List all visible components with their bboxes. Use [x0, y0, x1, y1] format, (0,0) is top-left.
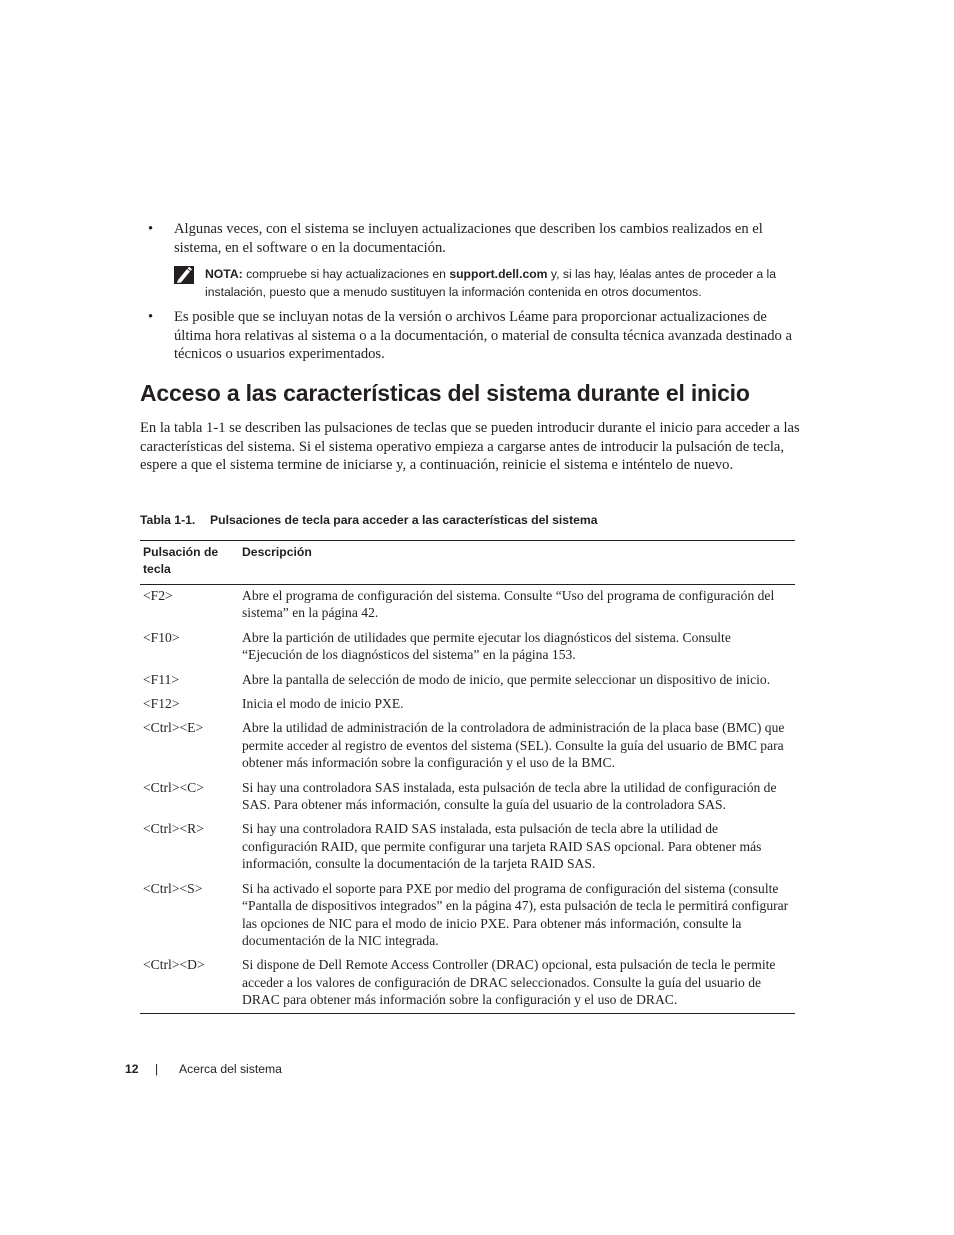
- support-link[interactable]: support.dell.com: [449, 267, 548, 281]
- column-header-key: Pulsación de tecla: [140, 541, 239, 585]
- intro-paragraph: En la tabla 1-1 se describen las pulsaciones de teclas que se pueden introducir durante el inicio para acceder a las características del sistema. Si el sistema operativo empieza a cargarse antes de introducir la pulsación de tecla, espere a que el sistema termine de iniciarse y, a continuación, reinicie el sistema e inténtelo de nuevo.: [140, 420, 800, 473]
- description-cell: Si dispone de Dell Remote Access Controller (DRAC) opcional, esta pulsación de tecla le permite acceder a los valores de configuración de DRAC seleccionados. Consulte la guía del usuario de DRAC para obtener más información sobre la configuración y el uso de DRAC.: [239, 956, 795, 1013]
- table-row: [140, 719, 795, 778]
- key-cell: <Ctrl><C>: [143, 779, 204, 795]
- description-cell: Si hay una controladora SAS instalada, esta pulsación de tecla abre la utilidad de configuración de SAS. Para obtener más información, consulte la guía del usuario de la controladora SAS.: [242, 779, 777, 813]
- bullet-item-release-notes: [140, 308, 800, 364]
- column-header-description: Descripción: [239, 541, 795, 585]
- note-text-after: y, si las hay, léalas antes de proceder a la instalación, puesto que a menudo sustituyen la información contenida en otros documentos.: [205, 267, 777, 299]
- chapter-title: Acerca del sistema: [179, 1062, 282, 1076]
- table-row: [140, 671, 795, 695]
- table-row: [140, 880, 795, 957]
- key-cell: <Ctrl><S>: [143, 880, 203, 896]
- description-cell: Abre el programa de configuración del sistema. Consulte “Uso del programa de configuración del sistema” en la página 42.: [242, 588, 775, 621]
- section-heading: Acceso a las características del sistema durante el inicio: [140, 380, 750, 406]
- description-cell: Si hay una controladora RAID SAS instalada, esta pulsación de tecla abre la utilidad de configuración RAID, que permite configurar una tarjeta RAID SAS opcional. Para obtener más información, consulte la documentación de la tarjeta RAID SAS.: [242, 821, 762, 872]
- key-cell: <F10>: [143, 629, 180, 645]
- table-row: [140, 629, 795, 671]
- bullet-text: Es posible que se incluyan notas de la versión o archivos Léame para proporcionar actualizaciones de última hora relativas al sistema o a la documentación, o material de consulta técnica avanzada destinado a técnicos o usuarios experimentados.: [174, 309, 792, 362]
- description-cell: Inicia el modo de inicio PXE.: [242, 696, 404, 712]
- page-footer: [125, 1062, 282, 1076]
- table-title: Pulsaciones de tecla para acceder a las características del sistema: [210, 513, 598, 527]
- note-label: NOTA:: [205, 267, 243, 281]
- note-block: [174, 265, 794, 301]
- key-cell: <Ctrl><E>: [143, 720, 204, 736]
- keystrokes-table: [140, 540, 795, 1014]
- table-row: [140, 695, 795, 719]
- pencil-note-icon: [174, 266, 194, 284]
- table-number: Tabla 1-1.: [140, 513, 196, 527]
- description-cell: Abre la pantalla de selección de modo de inicio, que permite seleccionar un dispositivo de inicio.: [242, 671, 771, 687]
- key-cell: <F11>: [143, 671, 179, 687]
- bullet-text: Algunas veces, con el sistema se incluyen actualizaciones que describen los cambios realizados en el sistema, en el software o en la documentación.: [174, 221, 763, 256]
- table-caption: [140, 513, 598, 527]
- table-row: [140, 820, 795, 879]
- description-cell: Abre la utilidad de administración de la controladora de administración de la placa base (BMC) que permite acceder al registro de eventos del sistema (SEL). Consulte la guía del usuario de BMC para obtener más información sobre la configuración y el uso de la BMC.: [242, 720, 785, 771]
- page-number: 12: [125, 1062, 139, 1076]
- key-cell: <Ctrl><R>: [143, 821, 204, 837]
- footer-separator: |: [155, 1062, 159, 1076]
- key-cell: <Ctrl><D>: [140, 956, 239, 1013]
- description-cell: Si ha activado el soporte para PXE por medio del programa de configuración del sistema (consulte “Pantalla de dispositivos integrados” en la página 47), esta pulsación de tecla le permitirá configurar las opciones de NIC para el modo de inicio PXE. Para obtener más información, consulte la documentación de la NIC integrada.: [242, 880, 789, 948]
- key-cell: <F2>: [143, 588, 173, 603]
- table-header-row: [140, 541, 795, 585]
- key-cell: <F12>: [143, 696, 180, 712]
- table-row: [140, 956, 795, 1013]
- bullet-symbol: •: [148, 221, 154, 237]
- description-cell: Abre la partición de utilidades que permite ejecutar los diagnósticos del sistema. Consulte “Ejecución de los diagnósticos del sistema” en la página 153.: [242, 629, 731, 663]
- bullet-item-updates: [140, 220, 800, 257]
- note-text-before: compruebe si hay actualizaciones en: [242, 267, 450, 281]
- table-row: [140, 779, 795, 821]
- table-row: [140, 585, 795, 629]
- bullet-symbol: •: [148, 309, 154, 325]
